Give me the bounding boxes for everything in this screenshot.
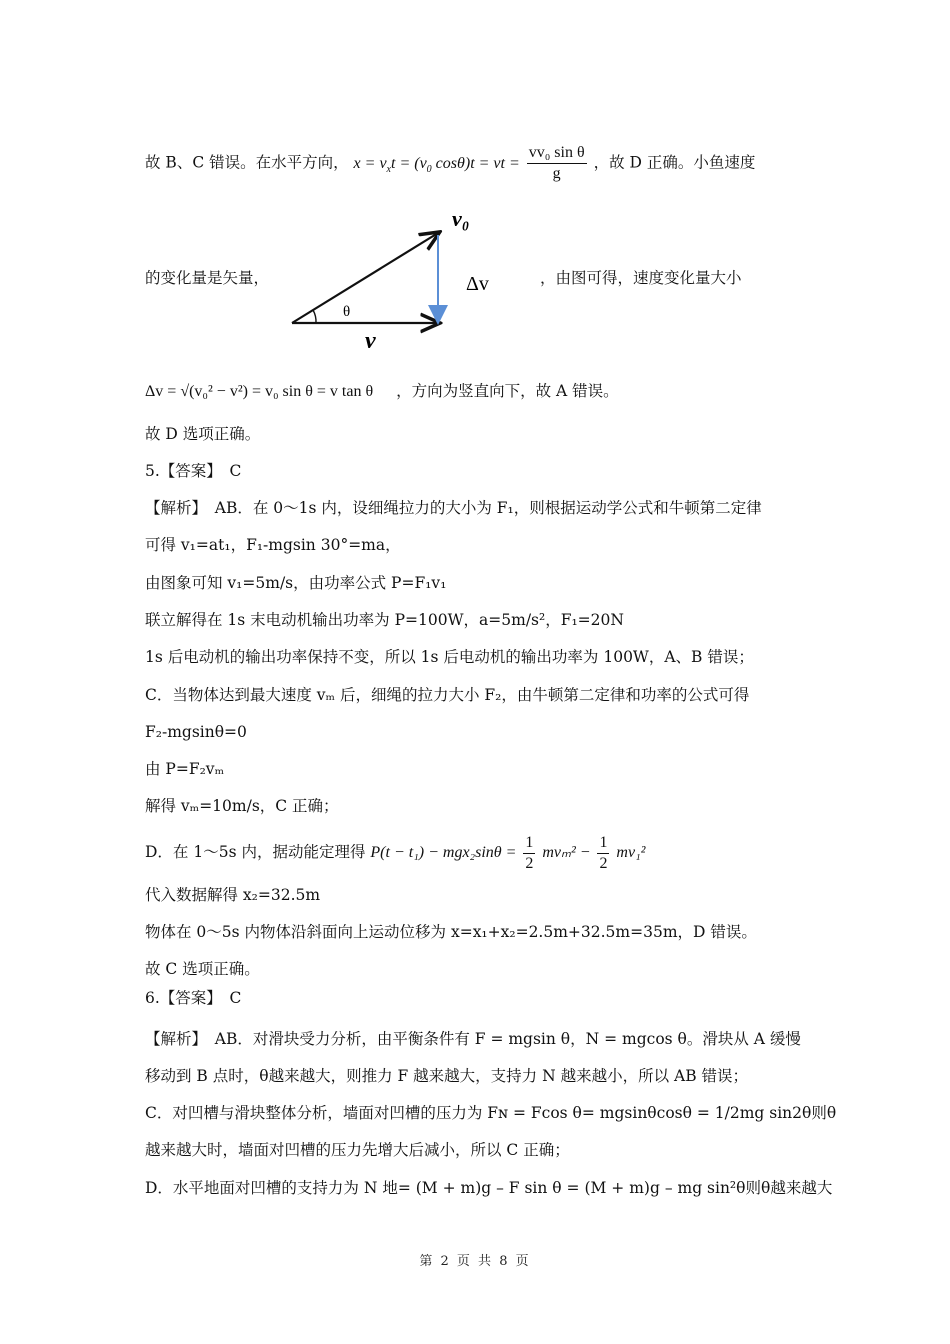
- text-line-9: 联立解得在 1s 末电动机输出功率为 P=100W，a=5m/s²，F₁=20N: [145, 611, 624, 629]
- text-line-11: C．当物体达到最大速度 vₘ 后，细绳的拉力大小 F₂，由牛顿第二定律和功率的公式可得: [145, 686, 750, 704]
- text-line-8: 由图象可知 v₁=5m/s，由功率公式 P=F₁v₁: [145, 574, 447, 592]
- line1-suffix: ，故 D 正确。小鱼速度: [593, 153, 756, 172]
- text-line-20: 【解析】 AB．对滑块受力分析，由平衡条件有 F = mgsin θ，N = mgcos θ。滑块从 A 缓慢: [145, 1030, 801, 1048]
- delta-v-label: Δv: [466, 273, 489, 295]
- work-energy-formula: P(t − t₁) − mgx₂sinθ =: [370, 844, 517, 861]
- text-line-16: 代入数据解得 x₂=32.5m: [145, 886, 321, 904]
- line15-prefix: D．在 1～5s 内，据动能定理得: [145, 843, 366, 861]
- text-line-23: 越来越大时，墙面对凹槽的压力先增大后减小，所以 C 正确；: [145, 1141, 570, 1159]
- text-line-12: F₂-mgsinθ=0: [145, 723, 247, 741]
- line1-fraction: $\frac{\text{vv₀ sin θ}}{g}$: [528, 144, 585, 182]
- text-line-6: 【解析】 AB．在 0～1s 内，设细绳拉力的大小为 F₁，则根据运动学公式和牛顿第二定律: [145, 499, 762, 517]
- velocity-triangle-diagram: [280, 198, 510, 358]
- half-fraction-1: $\frac{1}{2}$: [525, 833, 534, 872]
- answer-5-heading: 5.【答案】 C: [145, 462, 242, 480]
- line3-suffix: ，方向为竖直向下，故 A 错误。: [396, 382, 619, 400]
- half-fraction-2: $\frac{1}{2}$: [599, 833, 608, 872]
- text-line-3: [145, 380, 619, 403]
- answer-6-heading: 6.【答案】 C: [145, 989, 242, 1007]
- text-line-2-suffix: ，由图可得，速度变化量大小: [540, 269, 742, 287]
- v0-label: v₀: [452, 206, 470, 231]
- text-line-10: 1s 后电动机的输出功率保持不变，所以 1s 后电动机的输出功率为 100W，A、B 错误；: [145, 648, 754, 666]
- text-line-22: C．对凹槽与滑块整体分析，墙面对凹槽的压力为 Fɴ = Fcos θ= mgsinθcosθ = 1/2mg sin2θ则θ: [145, 1104, 837, 1122]
- line1-prefix: 故 B、C 错误。在水平方向，: [145, 153, 349, 172]
- page-footer: 第 2 页 共 8 页: [419, 1254, 531, 1269]
- text-line-18: 故 C 选项正确。: [145, 960, 260, 978]
- text-line-1: [145, 143, 755, 184]
- text-line-4: 故 D 选项正确。: [145, 425, 261, 443]
- text-line-14: 解得 vₘ=10m/s，C 正确；: [145, 797, 339, 815]
- theta-arc: [313, 310, 316, 323]
- text-line-17: 物体在 0～5s 内物体沿斜面向上运动位移为 x=x₁+x₂=2.5m+32.5m=35m，D 错误。: [145, 923, 757, 941]
- text-line-7: 可得 v₁=at₁，F₁-mgsin 30°=ma，: [145, 536, 401, 554]
- line1-formula-left: $x = v_xt = (v_0$ cosθ)t = vt =: [353, 154, 520, 175]
- text-line-15: [145, 832, 645, 874]
- text-line-24: D．水平地面对凹槽的支持力为 N 地= (M + m)g – F sin θ = (M + m)g – mg sin²θ则θ越来越大: [145, 1179, 833, 1197]
- theta-label: θ: [343, 304, 351, 320]
- text-line-13: 由 P=F₂vₘ: [145, 760, 225, 778]
- line15-mid: mvₘ² −: [542, 844, 591, 861]
- v0-arrow: [292, 233, 438, 323]
- text-line-2-prefix: 的变化量是矢量，: [145, 269, 270, 287]
- v-label: v: [365, 328, 376, 354]
- text-line-21: 移动到 B 点时，θ越来越大，则推力 F 越来越大，支持力 N 越来越小，所以 AB 错误；: [145, 1067, 749, 1085]
- delta-v-formula: Δv = √(v₀² − v²) = v₀ sin θ = v tan θ: [145, 383, 374, 400]
- line15-end: mv₁²: [616, 844, 646, 861]
